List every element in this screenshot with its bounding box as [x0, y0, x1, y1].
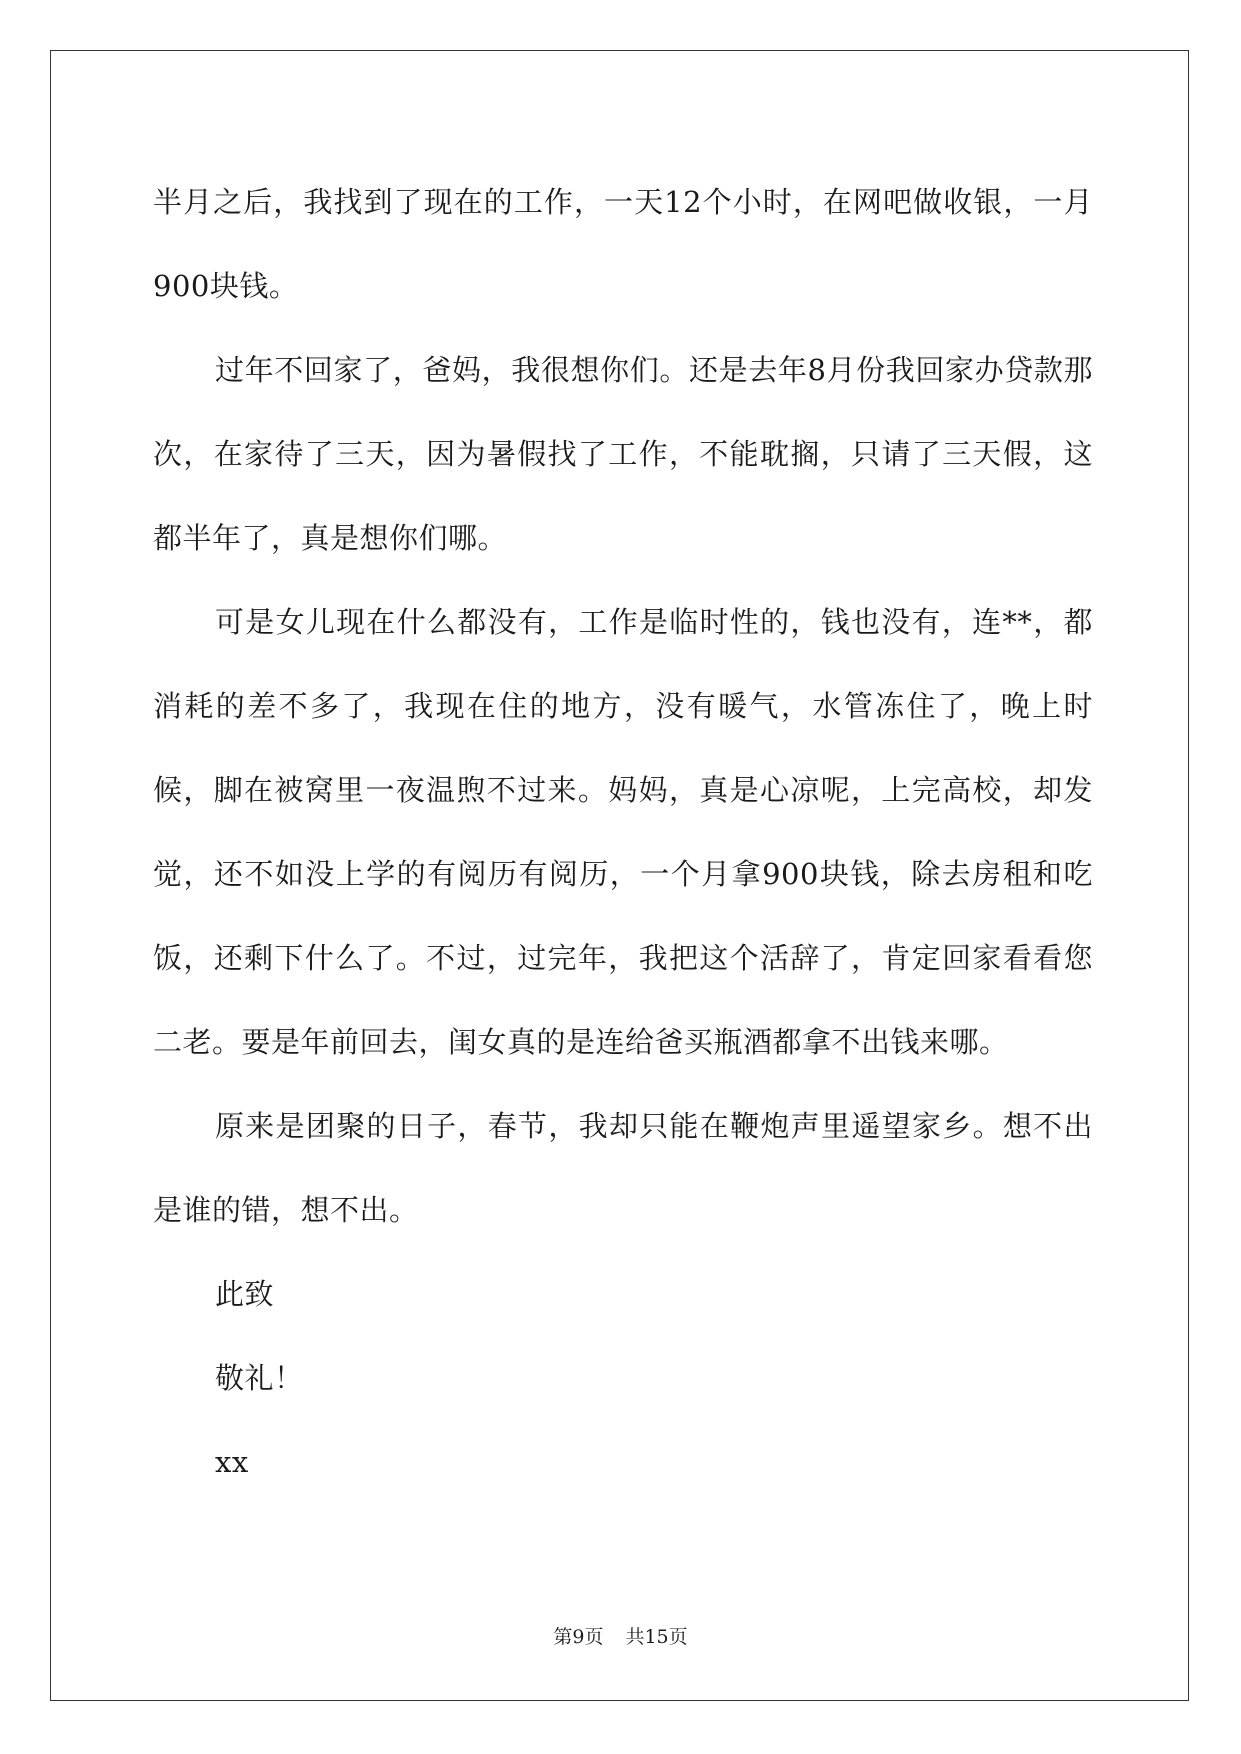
paragraph-4: 原来是团聚的日子，春节，我却只能在鞭炮声里遥望家乡。想不出是谁的错，想不出。: [153, 1109, 1093, 1227]
signature: xx: [215, 1445, 249, 1479]
closing-salutation: 此致: [215, 1277, 275, 1311]
page-number: 第9页: [553, 1626, 604, 1648]
page-footer: [0, 1622, 1241, 1649]
letter-body: [153, 160, 1093, 1504]
paragraph-2: 过年不回家了，爸妈，我很想你们。还是去年8月份我回家办贷款那次，在家待了三天，因为暑假找了工作，不能耽搁，只请了三天假，这都半年了，真是想你们哪。: [153, 353, 1093, 555]
page-total: 共15页: [625, 1626, 688, 1648]
paragraph-1: 半月之后，我找到了现在的工作，一天12个小时，在网吧做收银，一月900块钱。: [153, 185, 1093, 303]
paragraph-3: 可是女儿现在什么都没有，工作是临时性的，钱也没有，连**，都消耗的差不多了，我现在住的地方，没有暖气，水管冻住了，晚上时候，脚在被窝里一夜温煦不过来。妈妈，真是心凉呢，上完高校，却发觉，还不如没上学的有阅历有阅历，一个月拿900块钱，除去房租和吃饭，还剩下什么了。不过，过完年，我把这个活辞了，肯定回家看看您二老。要是年前回去，闺女真的是连给爸买瓶酒都拿不出钱来哪。: [153, 605, 1093, 1059]
closing-respect: 敬礼！: [215, 1361, 304, 1395]
